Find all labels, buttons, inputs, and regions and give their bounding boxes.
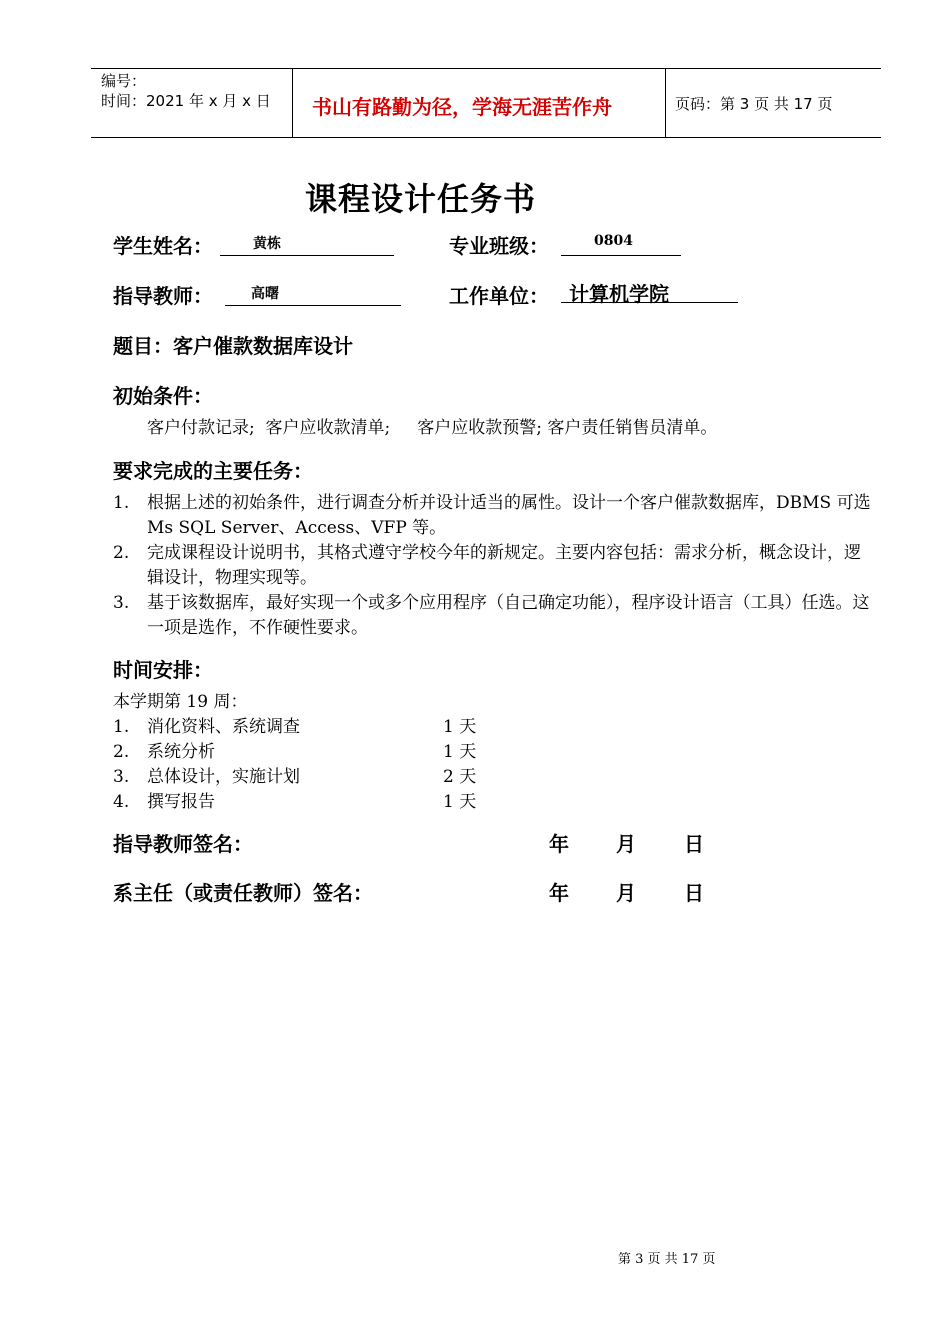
tasks-heading: 要求完成的主要任务： <box>113 459 313 483</box>
initial-text: 客户付款记录; 客户应收款清单; 客户应收款预警; 客户责任销售员清单。 <box>147 418 718 438</box>
schedule-intro: 本学期第 19 周： <box>113 692 248 712</box>
schedule-heading: 时间安排： <box>113 658 213 682</box>
time-label: 时间：2021 年 x 月 x 日 <box>101 92 271 110</box>
number-label: 编号： <box>101 72 147 90</box>
unit-value <box>561 280 738 306</box>
schedule-days: 2 天 <box>443 767 477 787</box>
task-item: 根据上述的初始条件，进行调查分析并设计适当的属性。设计一个客户催款数据库，DBMS 可选 Ms SQL Server、Access、VFP 等。 <box>147 493 871 538</box>
schedule-task: 消化资料、系统调查 <box>147 717 300 737</box>
signature-year: 年 <box>549 881 569 905</box>
topic: 题目：客户催款数据库设计 <box>113 334 353 358</box>
schedule-task: 系统分析 <box>147 742 215 762</box>
signature-day: 日 <box>684 881 704 905</box>
schedule-days: 1 天 <box>443 717 477 737</box>
student-label: 学生姓名： <box>113 234 213 258</box>
schedule-number: 4. <box>113 792 130 812</box>
page-footer: 第 3 页 共 17 页 <box>618 1252 716 1267</box>
header-divider <box>292 69 293 137</box>
student-value <box>220 233 394 256</box>
header-divider <box>665 69 666 137</box>
signature-month: 月 <box>616 881 636 905</box>
page-title: 课程设计任务书 <box>305 180 537 218</box>
task-item: 基于该数据库，最好实现一个或多个应用程序（自己确定功能），程序设计语言（工具）任选。这一项是选作，不作硬性要求。 <box>147 593 870 638</box>
teacher-signature-label: 指导教师签名： <box>113 832 253 856</box>
class-value <box>561 233 681 256</box>
task-number: 1. <box>113 493 130 513</box>
signature-month: 月 <box>616 832 636 856</box>
class-label: 专业班级： <box>449 234 549 258</box>
schedule-days: 1 天 <box>443 792 477 812</box>
student-name: 黄栋 <box>253 236 281 252</box>
schedule-number: 1. <box>113 717 130 737</box>
initial-heading: 初始条件： <box>113 384 213 408</box>
teacher-value <box>225 283 401 306</box>
teacher-label: 指导教师： <box>113 284 213 308</box>
page-code: 页码：第 3 页 共 17 页 <box>675 95 833 113</box>
motto: 书山有路勤为径，学海无涯苦作舟 <box>312 95 612 119</box>
schedule-number: 2. <box>113 742 130 762</box>
schedule-number: 3. <box>113 767 130 787</box>
director-signature-label: 系主任（或责任教师）签名： <box>113 881 373 905</box>
teacher-name: 高曙 <box>251 286 279 302</box>
signature-day: 日 <box>684 832 704 856</box>
task-item: 完成课程设计说明书，其格式遵守学校今年的新规定。主要内容包括：需求分析，概念设计，逻辑设计，物理实现等。 <box>147 543 861 588</box>
signature-year: 年 <box>549 832 569 856</box>
schedule-task: 撰写报告 <box>147 792 215 812</box>
unit-name: 计算机学院 <box>569 282 669 306</box>
schedule-task: 总体设计，实施计划 <box>147 767 300 787</box>
task-number: 2. <box>113 543 130 563</box>
class-number: 0804 <box>594 233 633 249</box>
task-number: 3. <box>113 593 130 613</box>
schedule-days: 1 天 <box>443 742 477 762</box>
unit-label: 工作单位： <box>449 284 549 308</box>
